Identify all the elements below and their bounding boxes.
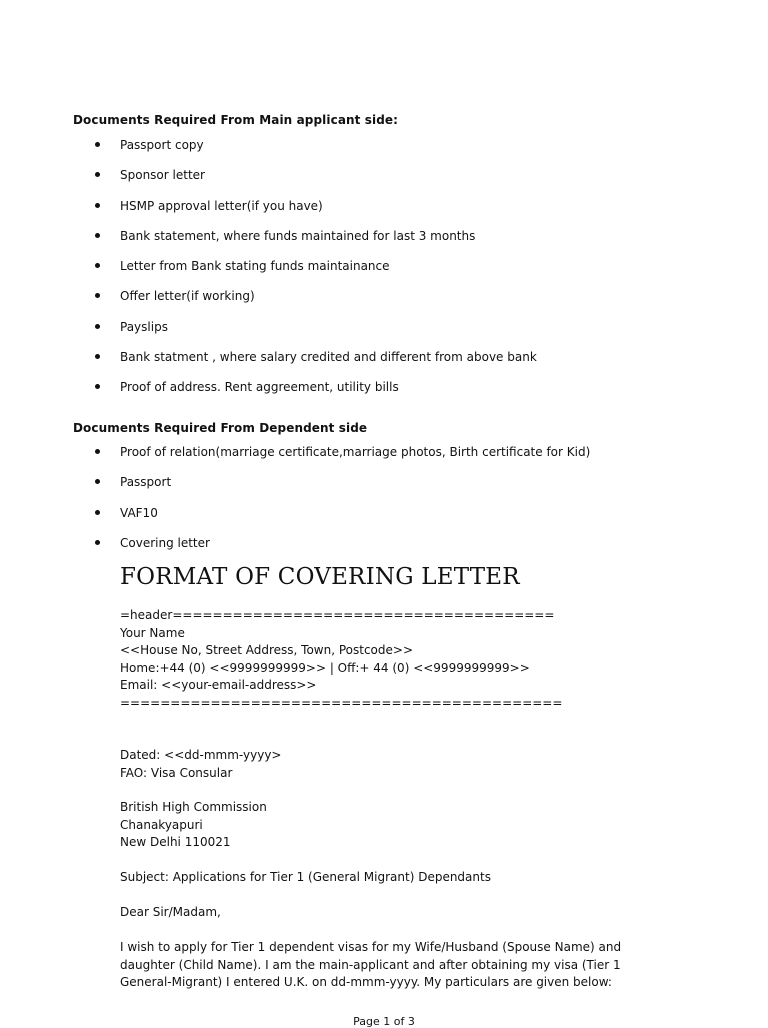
list-item: Bank statment , where salary credited and different from above bank (0, 350, 768, 380)
bullet-icon (95, 354, 100, 359)
letter-header-block (120, 607, 562, 712)
letter-header-line: ============================================ (120, 695, 563, 710)
address-line: Chanakyapuri (120, 817, 203, 832)
letter-header-line: <<House No, Street Address, Town, Postcode>> (120, 643, 414, 657)
letter-header-line: Your Name (120, 625, 185, 640)
list-item: Letter from Bank stating funds maintainance (0, 259, 768, 289)
list-item: Bank statement, where funds maintained for last 3 months (0, 229, 768, 259)
list-item: Passport (0, 475, 768, 505)
bullet-icon (95, 142, 100, 147)
list-item: Proof of relation(marriage certificate,marriage photos, Birth certificate for Kid) (0, 445, 768, 475)
list-item: Proof of address. Rent aggreement, utility bills (0, 380, 768, 410)
address-line: British High Commission (120, 800, 267, 814)
bullet-icon (95, 263, 100, 268)
subject-line: Subject: Applications for Tier 1 (General Migrant) Dependants (120, 870, 491, 884)
fao-line: FAO: Visa Consular (120, 765, 233, 780)
letter-header-line: =header====================================== (120, 608, 555, 622)
bullet-icon (95, 324, 100, 329)
bullet-icon (95, 384, 100, 389)
letter-header-line: Home:+44 (0) <<9999999999>> | Off:+ 44 (0) <<9999999999>> (120, 660, 530, 675)
letter-header-line: Email: <<your-email-address>> (120, 678, 317, 692)
format-title: FORMAT OF COVERING LETTER (120, 564, 520, 590)
bullet-icon (95, 479, 100, 484)
list-item: VAF10 (0, 506, 768, 536)
main-documents-list (0, 138, 768, 411)
bullet-icon (95, 233, 100, 238)
list-item: Passport copy (0, 138, 768, 168)
list-item: Covering letter (0, 536, 768, 566)
bullet-icon (95, 293, 100, 298)
list-item: Payslips (0, 320, 768, 350)
bullet-icon (95, 540, 100, 545)
recipient-address (120, 799, 267, 852)
page-number: Page 1 of 3 (353, 1015, 415, 1028)
salutation: Dear Sir/Madam, (120, 905, 221, 919)
list-item: Offer letter(if working) (0, 289, 768, 319)
dependent-documents-list (0, 445, 768, 566)
bullet-icon (95, 449, 100, 454)
date-block (120, 747, 281, 782)
bullet-icon (95, 510, 100, 515)
bullet-icon (95, 172, 100, 177)
dated-line: Dated: <<dd-mmm-yyyy> (120, 748, 282, 762)
dependent-section-heading: Documents Required From Dependent side (73, 421, 368, 435)
list-item: HSMP approval letter(if you have) (0, 199, 768, 229)
body-paragraph: I wish to apply for Tier 1 dependent visas for my Wife/Husband (Spouse Name) and daughter (Child Name). I am the main-applicant and after obtaining my visa (Tier 1 General-Migrant) I entered U.K. on dd-mmm-yyyy. My particulars are given below: (120, 940, 622, 989)
list-item: Sponsor letter (0, 168, 768, 198)
bullet-icon (95, 203, 100, 208)
address-line: New Delhi 110021 (120, 835, 231, 849)
main-section-heading: Documents Required From Main applicant side: (73, 113, 399, 127)
